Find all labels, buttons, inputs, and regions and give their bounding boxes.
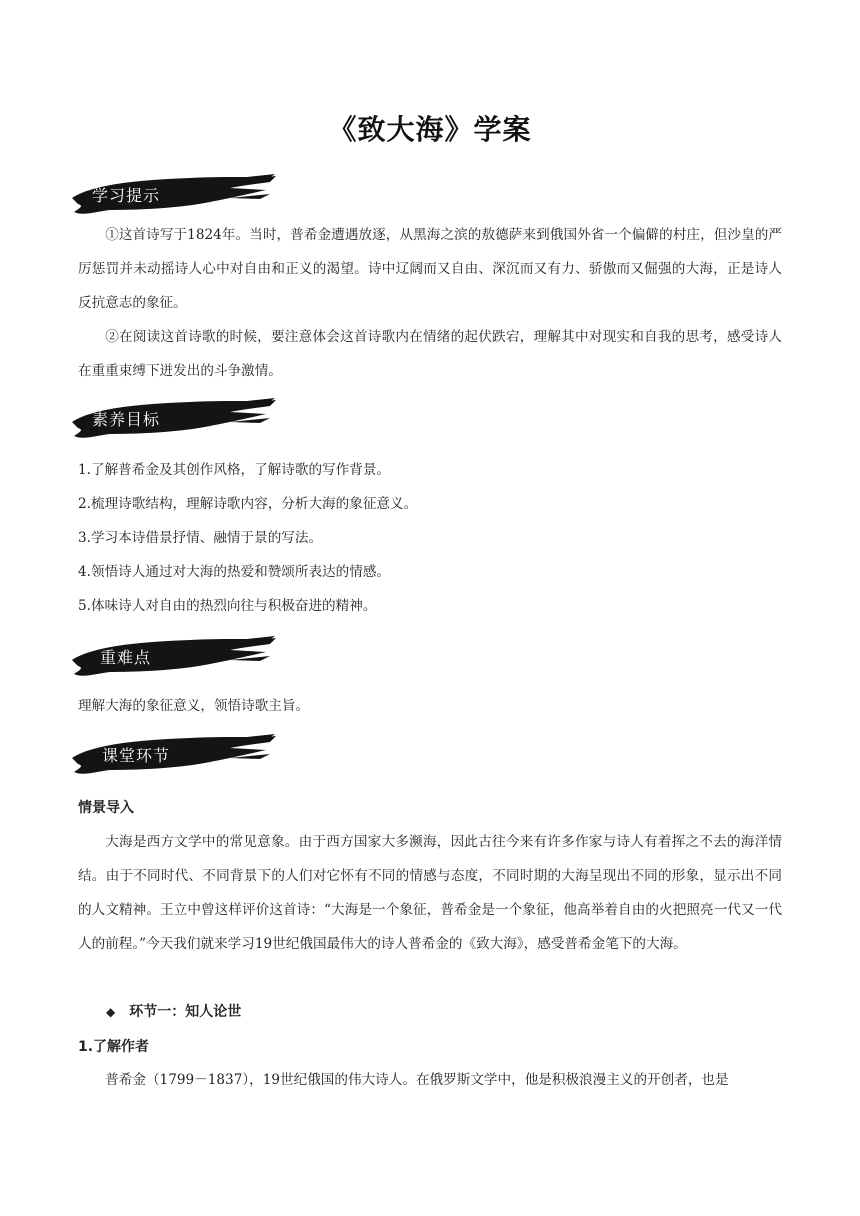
- section-label-goals: 素养目标: [92, 410, 161, 429]
- goal-item: 4.领悟诗人通过对大海的热爱和赞颂所表达的情感。: [78, 564, 391, 580]
- goal-item: 3.学习本诗借景抒情、融情于景的写法。: [78, 530, 323, 546]
- section-label-key: 重难点: [100, 648, 152, 667]
- goal-item: 1.了解普希金及其创作风格，了解诗歌的写作背景。: [78, 462, 391, 478]
- section-banner-key: [70, 634, 280, 684]
- goal-item: 2.梳理诗歌结构，理解诗歌内容，分析大海的象征意义。: [78, 496, 418, 512]
- section-banner-tips: [70, 172, 280, 222]
- step-heading: [106, 1001, 241, 1021]
- intro-heading: 情景导入: [78, 800, 134, 816]
- tips-paragraph-1: ①这首诗写于1824年。当时，普希金遭遇放逐，从黑海之滨的敖德萨来到俄国外省一个偏僻的村庄，但沙皇的严厉惩罚并未动摇诗人心中对自由和正义的渴望。诗中辽阔而又自由、深沉而又有力、骄傲而又倔强的大海，正是诗人反抗意志的象征。: [78, 227, 782, 311]
- section-label-class: 课堂环节: [102, 746, 171, 765]
- key-text: 理解大海的象征意义，领悟诗歌主旨。: [78, 698, 310, 714]
- intro-paragraph: 大海是西方文学中的常见意象。由于西方国家大多濒海，因此古往今来有许多作家与诗人有着挥之不去的海洋情结。由于不同时代、不同背景下的人们对它怀有不同的情感与态度，不同时期的大海呈现出不同的形象，显示出不同的人文精神。王立中曾这样评价这首诗：“大海是一个象征，普希金是一个象征，他高举着自由的火把照亮一代又一代人的前程。”今天我们就来学习19世纪俄国最伟大的诗人普希金的《致大海》，感受普希金笔下的大海。: [78, 834, 782, 952]
- author-subheading: 1.了解作者: [78, 1039, 150, 1055]
- diamond-bullet-icon: ◆: [106, 1005, 116, 1019]
- section-banner-class: [70, 732, 280, 782]
- tips-paragraph-2: ②在阅读这首诗歌的时候，要注意体会这首诗歌内在情绪的起伏跌宕，理解其中对现实和自我的思考，感受诗人在重重束缚下迸发出的斗争激情。: [78, 329, 782, 379]
- goal-item: 5.体味诗人对自由的热烈向往与积极奋进的精神。: [78, 598, 377, 614]
- page-title: 《致大海》学案: [328, 113, 532, 146]
- author-paragraph: 普希金（1799－1837），19世纪俄国的伟大诗人。在俄罗斯文学中，他是积极浪漫主义的开创者，也是: [105, 1072, 729, 1088]
- section-label-tips: 学习提示: [92, 186, 161, 205]
- step-heading-text: 环节一：知人论世: [129, 1004, 242, 1020]
- section-banner-goals: [70, 396, 280, 446]
